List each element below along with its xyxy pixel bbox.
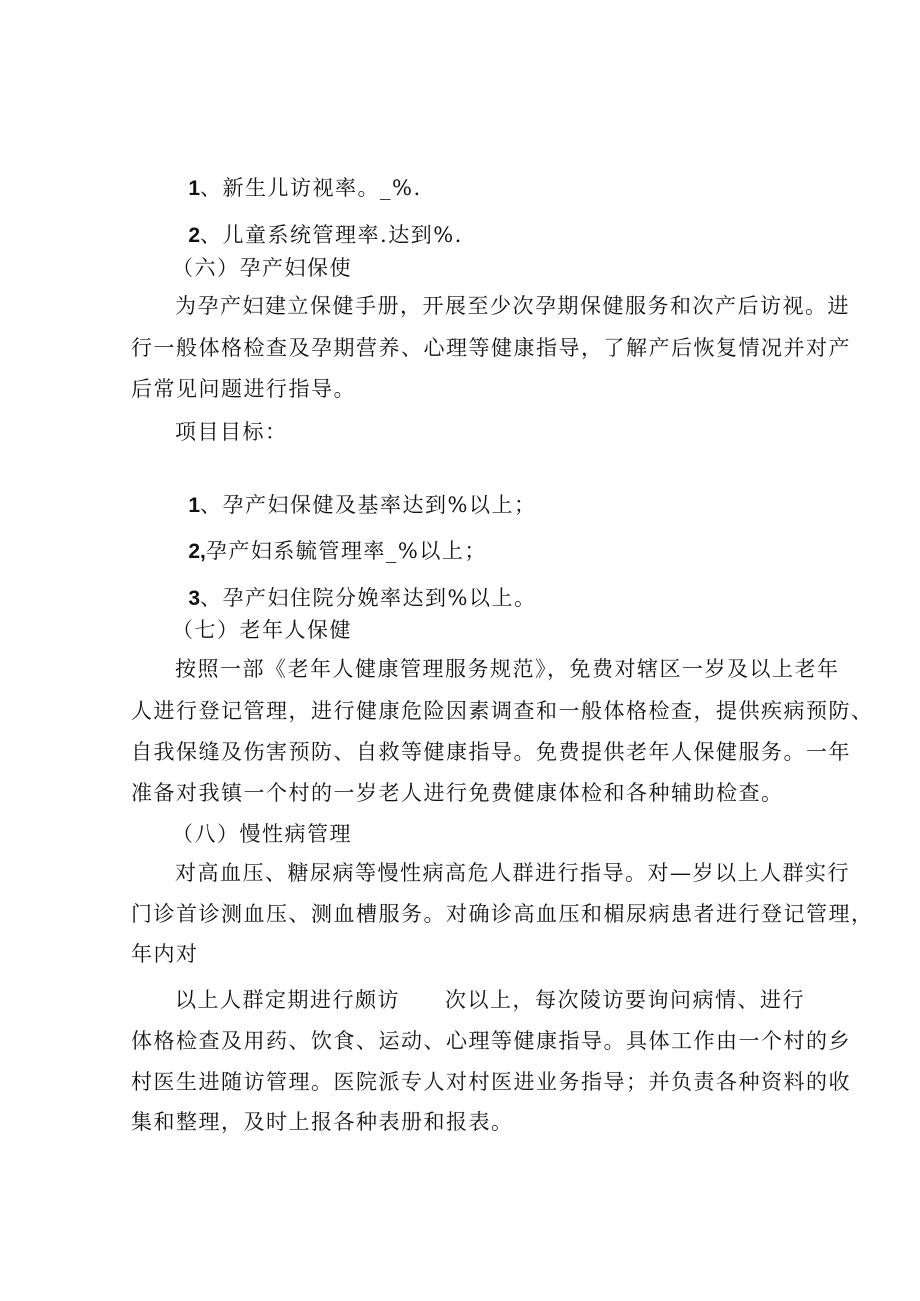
item-text: 、孕产妇保健及基率达到%以上； [200, 493, 537, 517]
item-text: 、儿童系统管理率.达到%. [200, 223, 463, 247]
item-number: 1 [188, 177, 201, 200]
goals-label: 项目目标： [175, 420, 288, 444]
chronic-para-line-1: 对高血压、糖尿病等慢性病高危人群进行指导。对—岁以上人群实行 [175, 861, 850, 885]
elderly-para-line-1: 按照一部《老年人健康管理服务规范》，免费对辖区一岁及以上老年 [175, 657, 840, 681]
elderly-para-line-4: 准备对我镇一个村的一岁老人进行免费健康体检和各种辅助检查。 [131, 781, 784, 805]
elderly-para-line-3: 自我保缝及伤害预防、自救等健康指导。免费提供老年人保健服务。一年 [131, 740, 851, 764]
chronic-para2-line-4: 集和整理，及时上报各种表册和报表。 [131, 1110, 514, 1134]
elderly-para-line-2: 人进行登记管理，进行健康危险因素调查和一般体格检查，提供疾病预防、 [131, 699, 874, 723]
item-text: 、孕产妇住院分娩率达到%以上。 [200, 586, 537, 610]
maternal-para-line-3: 后常见问题进行指导。 [131, 377, 356, 401]
chronic-para-line-3: 年内对 [131, 942, 199, 966]
item-text: 、新生儿访视率。_%. [200, 176, 422, 200]
item-number: 1 [188, 494, 201, 517]
item-number: 3 [188, 587, 201, 610]
chronic-para2-line-3: 村医生进随访管理。医院派专人对村医进业务指导；并负责各种资料的收 [131, 1070, 851, 1094]
section-heading-chronic: （八）慢性病管理 [172, 822, 352, 846]
child-item-2 [172, 193, 463, 250]
maternal-item-3 [172, 556, 537, 613]
chronic-para-line-2: 门诊首诊测血压、测血槽服务。对确诊高血压和楣尿病患者进行登记管理， [131, 902, 874, 926]
section-heading-maternal: （六）孕产妇保使 [172, 256, 352, 280]
item-text: 孕产妇系毓管理率_%以上； [205, 539, 487, 563]
item-number: 2, [188, 540, 206, 563]
maternal-para-line-2: 行一般体格检查及孕期营养、心理等健康指导，了解产后恢复情况并对产 [131, 336, 851, 360]
item-number: 2 [188, 224, 201, 247]
chronic-para2-line-1: 以上人群定期进行颇访 次以上，每次陵访要询问病情、进行 [175, 988, 805, 1012]
chronic-para2-line-2: 体格检查及用药、饮食、运动、心理等健康指导。具体工作由一个村的乡 [131, 1029, 851, 1053]
section-heading-elderly: （七）老年人保健 [172, 618, 352, 642]
maternal-para-line-1: 为孕产妇建立保健手册，开展至少次孕期保健服务和次产后访视。进 [175, 294, 850, 318]
